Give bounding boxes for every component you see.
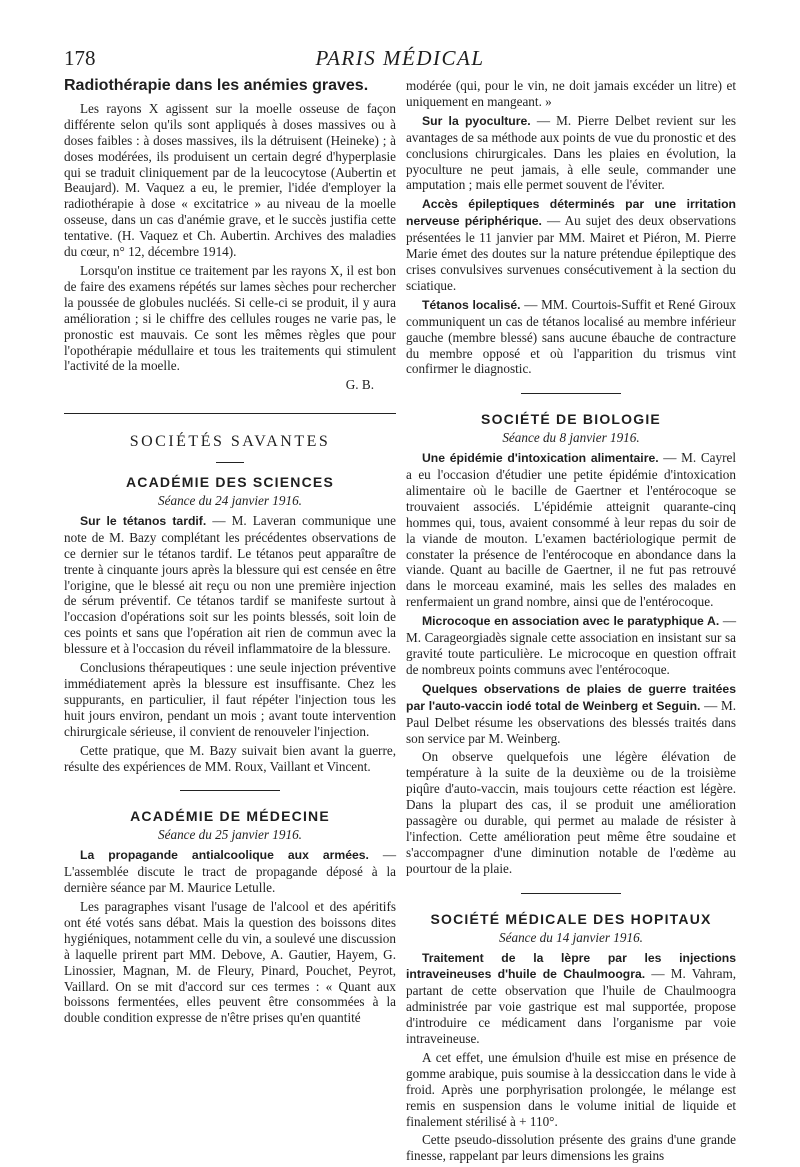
item-lead: Accès épileptiques déterminés par une irritation nerveuse périphérique. [406,197,736,229]
author-signature: G. B. [345,377,374,393]
paragraph: Traitement de la lèpre par les injections intraveineuses d'huile de Chaulmoogra. — M. Vahram, partant de cette observation que l'huile de Chaulmoogra administrée par voie gastrique est mal supportée, propose d'introduire ce médicament dans l'organisme par voie intraveineuse. [406,950,736,1047]
item-lead: Microcoque en association avec le paratyphique A. [422,614,720,629]
society-title: SOCIÉTÉ MÉDICALE DES HOPITAUX [430,910,712,927]
item-lead: Quelques observations de plaies de guerre traitées par l'auto-vaccin iodé total de Weinberg et Seguin. [406,681,736,713]
paragraph: Accès épileptiques déterminés par une irritation nerveuse périphérique. — Au sujet des deux observations présentées le 11 janvier par MM. Mairet et Piéron, M. Pierre Marie émet des doutes sur la nature prétendue épileptique des crises convulsives survenues consécutivement à la section du sciatique. [406,197,736,293]
society-title: ACADÉMIE DES SCIENCES [125,474,334,491]
paragraph: Quelques observations de plaies de guerre traitées par l'auto-vaccin iodé total de Weinberg et Seguin. — M. Paul Delbet résume les observations des blessés traités dans son service par M. Weinberg. [406,681,736,746]
session-date: Séance du 24 janvier 1916. [158,493,302,509]
article-heading: Radiothérapie dans les anémies graves. [64,77,369,94]
divider [64,413,396,414]
divider [216,462,244,463]
paragraph: Les rayons X agissent sur la moelle osseuse de façon différente selon qu'ils sont appliqués à doses massives ou à doses faibles : à doses massives, ils la détruisent (Heineke) ; à doses modérées, ils produisent un certain degré d'hyperplasie qui se traduit cliniquement par de la leucocytose (Aubertin et Beaujard). M. Vaquez a eu, le premier, l'idée d'employer la radiothérapie à dose « excitatrice » au niveau de la moelle osseuse, dans un cas d'anémie grave, et le succès justifia cette tentative. (H. Vaquez et Ch. Aubertin. Archives des maladies du cœur, n° 12, décembre 1914). [64,100,396,260]
item-lead: Une épidémie d'intoxication alimentaire. [422,451,659,466]
page-number: 178 [64,46,96,70]
paragraph: Tétanos localisé. — MM. Courtois-Suffit et René Giroux communiquent un cas de tétanos localisé au membre inférieur gauche (membre blessé) sans aucune ébauche de contracture du membre opposé et où l'apparition du trismus vint confirmer le diagnostic. [406,296,737,377]
paragraph: Microcoque en association avec le paratyphique A. — M. Carageorgiadès signale cette association en insistant sur sa gravité toute particulière. Le microcoque en question offrait de nombreux points communs avec l'entérocoque. [406,613,737,677]
item-lead: Tétanos localisé. [422,297,521,312]
page-header [64,46,736,76]
item-lead: Sur le tétanos tardif. [80,513,207,528]
paragraph: Sur la pyoculture. — M. Pierre Delbet revient sur les avantages de sa méthode aux points de vue du pronostic et des conclusions chirurgicales. Dans les plaies en évolution, la pyoculture ne peut jamais, à elle seule, commander une amputation ; mais elle permet souvent de l'éviter. [406,112,736,193]
paragraph: Lorsqu'on institue ce traitement par les rayons X, il est bon de faire des examens répétés sur lames sèches pour rechercher la poussée de globules nucléés. Si celle-ci se produit, il y aura amélioration ; si le chiffre des cellules rouges ne varie pas, le pronostic est mauvais. Ce sont les mêmes règles que pour l'opothérapie médullaire et tous les traitements qui stimulent l'activité de la moelle. [64,262,396,374]
paragraph: Une épidémie d'intoxication alimentaire. — M. Cayrel a eu l'occasion d'étudier une petite épidémie d'intoxication alimentaire où le bacille de Gaertner et l'entérocoque se trouvaient associés. L'épidémie atteignit quarante-cinq hommes qui, tous, avaient consommé à leur repas du soir de la viande de mouton. L'examen bactériologique permit de constater la présence de l'entérocoque en abondance dans la viande. Quant au bacille de Gaertner, il ne fut pas retrouvé dans le morceau examiné, mais les selles des malades en renfermaient un grand nombre, ainsi que de l'entérocoque. [406,450,736,610]
journal-title: PARIS MÉDICAL [315,46,485,70]
paragraph: Conclusions thérapeutiques : une seule injection préventive immédiatement après la blessure est insuffisante. Chez les suppurants, en particulier, il faut répéter l'injection tous les huit jours environ, pendant un mois ; avant toute intervention chirurgicale sérieuse, il convient de renouveler l'injection. [64,660,396,739]
session-date: Séance du 8 janvier 1916. [502,430,640,446]
paragraph: Cette pseudo-dissolution présente des grains d'une grande finesse, rappelant par leurs dimensions les grains [406,1132,736,1164]
paragraph: Sur le tétanos tardif. — M. Laveran communique une note de M. Bazy complétant les précédentes observations de ce dernier sur le tétanos tardif. Le tétanos peut apparaître de trente à cinquante jours après la blessure qui est censée en être l'origine, que le blessé ait reçu ou non une première injection de sérum préventif. Ce tétanos tardif se manifeste surtout à l'occasion d'opérations soit sur les points blessés, soit loin de ces points et sans que l'opération ait rien de commun avec la blessure et à l'occasion du réveil inflammatoire de la blessure. [64,512,396,657]
session-date: Séance du 25 janvier 1916. [158,827,302,843]
left-column [64,78,396,1029]
item-lead: Traitement de la lèpre par les injections intraveineuses d'huile de Chaulmoogra. [406,950,736,982]
paragraph: La propagande antialcoolique aux armées. — L'assemblée discute le tract de propagande déposé à la dernière séance par M. Maurice Letulle. [64,847,397,896]
item-lead: La propagande antialcoolique aux armées. [80,848,369,863]
society-title: ACADÉMIE DE MÉDECINE [130,808,330,825]
paragraph: Les paragraphes visant l'usage de l'alcool et des apéritifs ont été votés sans débat. Mais la question des boissons dites hygiéniques, notamment celle du vin, a soulevé une discussion à laquelle prirent part MM. Debove, A. Gautier, Hayem, G. Linossier, Magnan, M. de Fleury, Pinard, Pouchet, Peyrot, Vaillard. On se mit d'accord sur ces termes : « Quant aux boissons fermentées, elles peuvent être consommées à la double condition expresse de n'être prises qu'en quantité [64,898,396,1026]
right-column [406,78,736,1167]
paragraph: On observe quelquefois une légère élévation de température à la suite de la deuxième ou de la troisième piqûre d'auto-vaccin, mais toujours cette réaction est légère. Dans la plupart des cas, il se produit une amélioration passagère ou durable, qui permet au malade de résister à l'infection. Cette amélioration peut même être soudaine et s'accompagner d'une diminution notable de l'œdème au pourtour de la plaie. [406,749,736,876]
section-title: SOCIÉTÉS SAVANTES [129,433,331,451]
society-title: SOCIÉTÉ DE BIOLOGIE [481,411,661,428]
paragraph: A cet effet, une émulsion d'huile est mise en présence de gomme arabique, puis soumise à la dessiccation dans le vide à froid. Après une porphyrisation prolongée, le mélange est remis en suspension dans le volume initial de liquide et finalement stérilisé à + 110°. [406,1049,736,1129]
divider [180,790,280,791]
divider [521,893,621,894]
item-lead: Sur la pyoculture. [422,113,531,128]
session-date: Séance du 14 janvier 1916. [499,929,643,945]
paragraph: modérée (qui, pour le vin, ne doit jamais excéder un litre) et uniquement en mangeant. » [406,78,736,109]
paragraph: Cette pratique, que M. Bazy suivait bien avant la guerre, résulte des expériences de MM. Roux, Vaillant et Vincent. [64,742,396,774]
divider [521,393,621,394]
